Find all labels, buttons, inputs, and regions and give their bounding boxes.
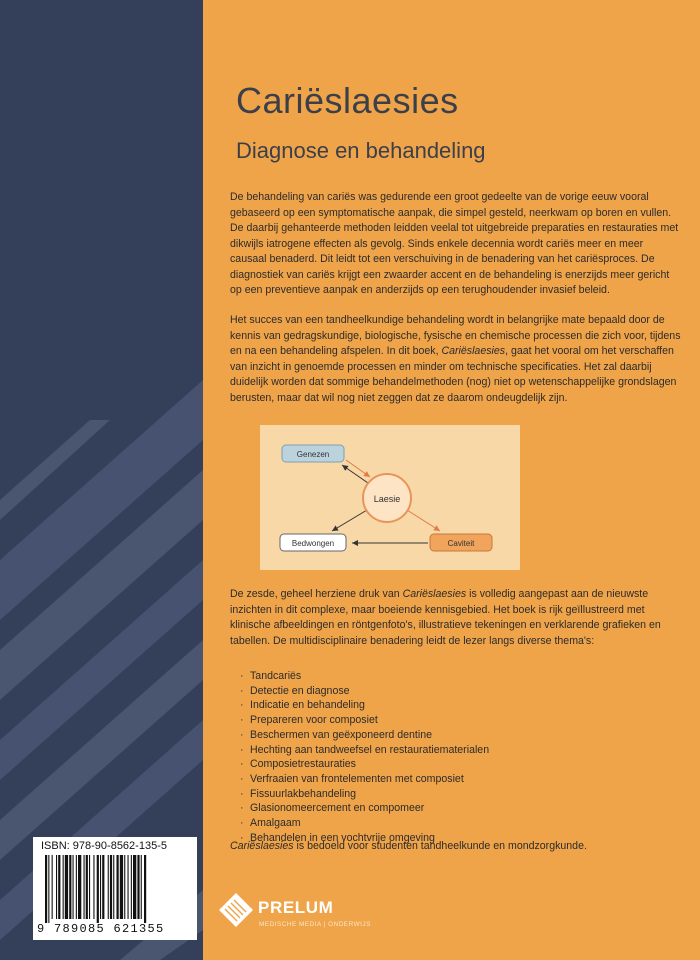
barcode-bar: [86, 855, 88, 919]
barcode-bar: [76, 855, 77, 919]
theme-item: · Fissuurlakbehandeling: [240, 787, 680, 802]
barcode-bar: [128, 855, 129, 919]
barcode-bar: [89, 855, 90, 919]
blurb-paragraph-1: De behandeling van cariës was gedurende een groot gedeelte van de vorige eeuw vooral gebaseerd op een symptomatische aanpak, die simpel gesteld, neerkwam op boren en vullen. De daarbij gehanteerde methoden leidden veelal tot uitgebreide preparaties en restauraties met dikwijls iatrogene effecten als gevolg. Sinds enkele decennia wordt cariës meer en meer causaal benaderd. Dit leidt tot een verschuiving in de benadering van het cariësproces. De diagnostiek van cariës krijgt een zwaarder accent en de behandeling is enerzijds meer gericht op een preventieve aanpak en anderzijds op een terughoudender invasief beleid.: [230, 191, 679, 296]
diagram-label-bedwongen: Bedwongen: [291, 539, 335, 548]
isbn-label: ISBN: 978-90-8562-135-5: [41, 840, 167, 852]
theme-item: · Beschermen van geëxponeerd dentine: [240, 728, 680, 743]
barcode-bar: [63, 855, 64, 919]
left-stripe-panel: [0, 0, 203, 960]
lesion-diagram: [260, 425, 520, 570]
arrow-laesie-to-bedwongen: [332, 510, 367, 531]
theme-item: · Composietrestauraties: [240, 757, 680, 772]
diagram-label-caviteit: Caviteit: [447, 539, 475, 548]
barcode-bar: [110, 855, 112, 919]
theme-item: · Glasionomeercement en compomeer: [240, 801, 680, 816]
theme-item: · Behandelen in een vochtvrije omgeving: [240, 831, 680, 846]
barcode-bar: [56, 855, 57, 919]
publisher-logo: [218, 880, 398, 940]
isbn-barcode: [33, 837, 197, 940]
barcode-bar: [137, 855, 139, 919]
blurb-paragraph-3-end: is volledig aangepast aan de nieuwste inzichten in dit complexe, maar boeiende kennisgebied. Het boek is rijk geïllustreerd met klinische afbeeldingen en röntgenfoto's, illustratieve tekeningen en verklarende grafieken en tabellen. De multidisciplinaire benadering leidt de lezer langs diverse thema's:: [230, 588, 661, 647]
book-subtitle: Diagnose en behandeling: [236, 138, 486, 163]
barcode-bar: [97, 855, 99, 923]
blurb-paragraph-2: [230, 313, 682, 406]
closing-line-title: Cariëslaesies: [230, 840, 294, 852]
lesion-diagram-graphic: [260, 425, 520, 570]
arrow-genezen-to-laesie: [346, 460, 370, 477]
barcode-bar: [69, 855, 71, 919]
barcode-bar: [108, 855, 109, 919]
arrow-laesie-to-genezen: [342, 465, 368, 483]
closing-line-rest: is bedoeld voor studenten tandheelkunde en mondzorgkunde.: [293, 840, 587, 852]
publisher-name: PRELUM: [258, 898, 334, 917]
barcode-bar: [65, 855, 68, 919]
blurb-paragraph-3-start: De zesde, geheel herziene druk van: [230, 588, 403, 600]
themes-list: [240, 669, 680, 845]
barcode-bar: [100, 855, 101, 919]
barcode-bar: [120, 855, 123, 919]
barcode-bar: [93, 855, 94, 919]
barcode-bar: [52, 855, 53, 919]
barcode-bar: [48, 855, 49, 923]
diagram-label-genezen: Genezen: [296, 450, 330, 459]
isbn-digits: 9 789085 621355: [37, 922, 165, 936]
arrow-laesie-to-caviteit: [407, 510, 440, 531]
publisher-tagline: MEDISCHE MEDIA | ONDERWIJS: [259, 921, 371, 928]
barcode-bar: [45, 855, 47, 923]
barcode-bar: [133, 855, 136, 919]
barcode-bar: [131, 855, 132, 919]
diagram-label-laesie: Laesie: [373, 494, 401, 504]
blurb-paragraph-3: [230, 587, 682, 649]
barcode-bar: [124, 855, 125, 919]
diagonal-stripes-graphic: [0, 0, 203, 960]
barcode-bar: [58, 855, 60, 919]
theme-item: · Prepareren voor composiet: [240, 713, 680, 728]
barcode-bar: [73, 855, 74, 919]
blurb-paragraph-2-end: , gaat het vooral om het verschaffen van inzicht in genoemde processen en minder om technische specificaties. Het zal daarbij duidelijk worden dat sommige behandelmethoden (nog) niet op wetenschappelijke grondslagen berusten, maar dat wil nog niet zeggen dat ze daarom ondeugdelijk zijn.: [230, 345, 677, 404]
blurb-paragraph-3-title: Cariëslaesies: [402, 588, 467, 600]
barcode-bar: [84, 855, 85, 919]
blurb-paragraph-2-start: Het succes van een tandheelkundige behandeling wordt in belangrijke mate bepaald door de kennis van gedragskundige, biologische, fysische en chemische processen die zich voor, tijdens en na een behandeling afspelen. In dit boek,: [230, 314, 681, 357]
barcode-bar: [117, 855, 119, 919]
blurb-paragraph-2-title: Cariëslaesies: [441, 345, 506, 357]
theme-item: · Verfraaien van frontelementen met composiet: [240, 772, 680, 787]
theme-item: · Hechting aan tandweefsel en restauratiematerialen: [240, 743, 680, 758]
closing-line: [230, 839, 682, 855]
barcode-bar: [144, 855, 146, 923]
barcode-bar: [78, 855, 81, 919]
barcode-bar: [102, 855, 104, 919]
barcode-bar: [141, 855, 142, 919]
barcode-bar: [113, 855, 114, 919]
prelum-diamond-icon: [218, 892, 254, 928]
theme-item: · Amalgaam: [240, 816, 680, 831]
theme-item: · Indicatie en behandeling: [240, 698, 680, 713]
theme-item: · Tandcariës: [240, 669, 680, 684]
book-title: Cariëslaesies: [236, 80, 459, 121]
theme-item: · Detectie en diagnose: [240, 684, 680, 699]
